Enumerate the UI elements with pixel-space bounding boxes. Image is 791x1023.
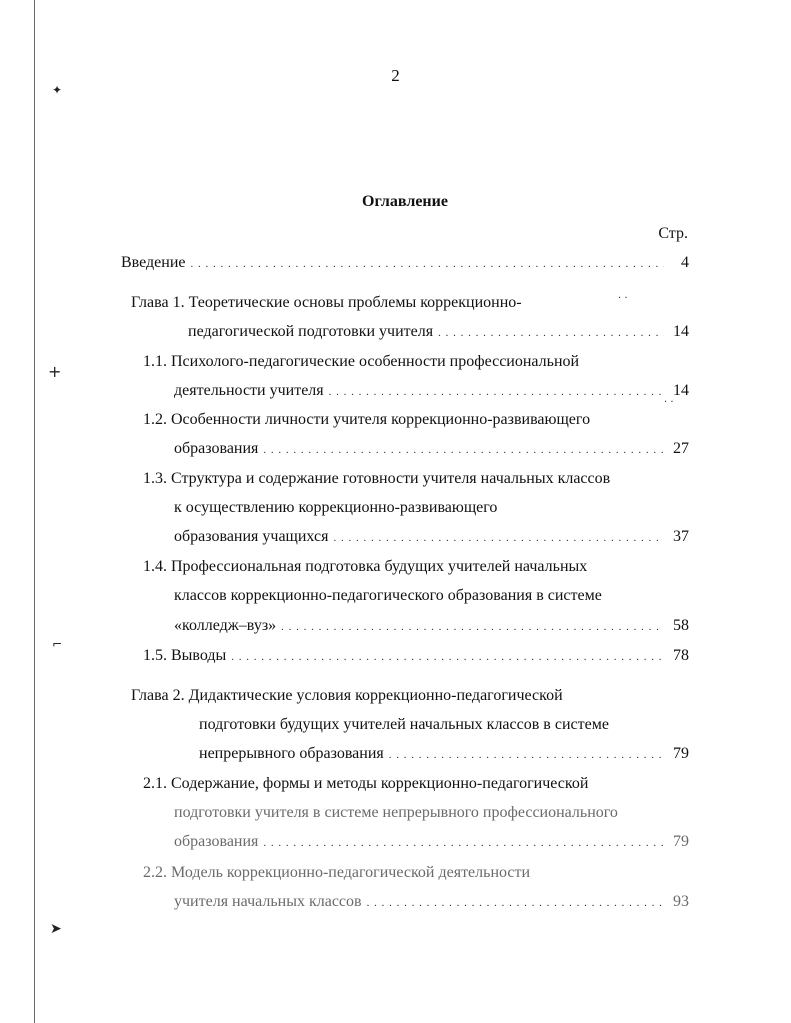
toc-entry-text: образования [174,440,259,457]
dot-leader [333,527,664,549]
toc-chapter-2-line-2 [199,714,609,736]
toc-entry-page: 4 [681,254,689,271]
toc-section-1-1-line-1 [143,351,579,373]
toc-entry-text: «колледж–вуз» [174,617,277,634]
toc-section-1-3-line-2 [174,497,497,519]
toc-entry-text: 1.3. Структура и содержание готовности учителя начальных классов [143,470,611,487]
dot-leader [329,381,664,403]
toc-section-1-2-line-1 [143,409,590,431]
toc-entry-text: 1.5. Выводы [143,647,227,664]
toc-entry-page: 37 [673,528,689,545]
toc-entry-text: 1.1. Психолого-педагогические особенности профессиональной [143,353,580,370]
dot-leader [191,253,665,275]
toc-entry-text: 2.2. Модель коррекционно-педагогической деятельности [143,864,531,881]
toc-entry-page: 14 [673,382,689,399]
toc-entry-page: 79 [673,833,689,850]
toc-entry-page: 79 [673,745,689,762]
dot-leader [281,616,664,638]
toc-entry-text: образования учащихся [174,528,329,545]
dot-leader [231,646,664,668]
toc-section-1-1-line-2 [174,380,689,402]
scan-speck: + [48,362,62,381]
toc-entry-text: 2.1. Содержание, формы и методы коррекционно-педагогической [143,775,589,792]
toc-chapter-2-line-1 [131,685,563,707]
toc-title: Оглавление [362,193,448,210]
toc-section-1-3-line-3 [174,526,689,548]
toc-section-1-5 [143,645,689,667]
toc-entry-text: классов коррекционно-педагогического образования в системе [174,587,602,604]
toc-section-2-2-line-1 [143,862,530,884]
toc-section-2-1-line-3 [174,831,689,853]
toc-section-1-4-line-2 [174,585,602,607]
toc-chapter-1-line-1 [131,292,522,314]
dot-leader [263,832,664,854]
toc-chapter-1-line-2 [188,321,689,343]
toc-entry-text: Глава 1. Теоретические основы проблемы коррекционно- [131,294,522,311]
toc-entry-text: к осуществлению коррекционно-развивающего [174,499,498,516]
toc-entry-text: педагогической подготовки учителя [188,323,434,340]
toc-entry-page: 27 [673,440,689,457]
toc-entry-text: непрерывного образования [199,745,384,762]
toc-entry-text: Глава 2. Дидактические условия коррекционно-педагогической [131,687,563,704]
toc-entry-page: 93 [673,893,689,910]
toc-section-2-2-line-2 [174,891,689,913]
scan-speck: ✦ [52,83,63,97]
toc-entry-text: 1.2. Особенности личности учителя коррекционно-развивающего [143,411,591,428]
toc-entry-text: подготовки учителя в системе непрерывного профессионального [174,804,618,821]
toc-chapter-2-line-3 [199,743,689,765]
toc-entry-text: Введение [121,254,186,271]
page-column-header: Стр. [658,225,688,242]
toc-entry-text: образования [174,833,259,850]
scan-speck: · · [664,397,674,408]
toc-section-1-3-line-1 [143,468,610,490]
page-number: 2 [391,66,400,85]
dot-leader [367,892,664,914]
scan-speck: · · [618,293,628,304]
scan-edge-line [34,0,35,1023]
toc-section-1-4-line-3 [174,615,689,637]
toc-section-2-1-line-1 [143,773,588,795]
toc-entry-intro [121,252,689,274]
toc-entry-text: деятельности учителя [174,382,324,399]
toc-entry-page: 58 [673,617,689,634]
toc-entry-page: 14 [673,323,689,340]
toc-entry-text: 1.4. Профессиональная подготовка будущих учителей начальных [143,558,588,575]
toc-section-2-1-line-2 [174,802,618,824]
dot-leader [389,744,664,766]
toc-entry-text: учителя начальных классов [174,893,362,910]
scan-speck: ⌐ [52,637,63,651]
dot-leader [263,439,664,461]
toc-section-1-2-line-2 [174,438,689,460]
scan-speck: ➤ [50,921,62,937]
dot-leader [438,322,664,344]
toc-section-1-4-line-1 [143,556,587,578]
toc-entry-page: 78 [673,647,689,664]
toc-entry-text: подготовки будущих учителей начальных классов в системе [199,716,609,733]
